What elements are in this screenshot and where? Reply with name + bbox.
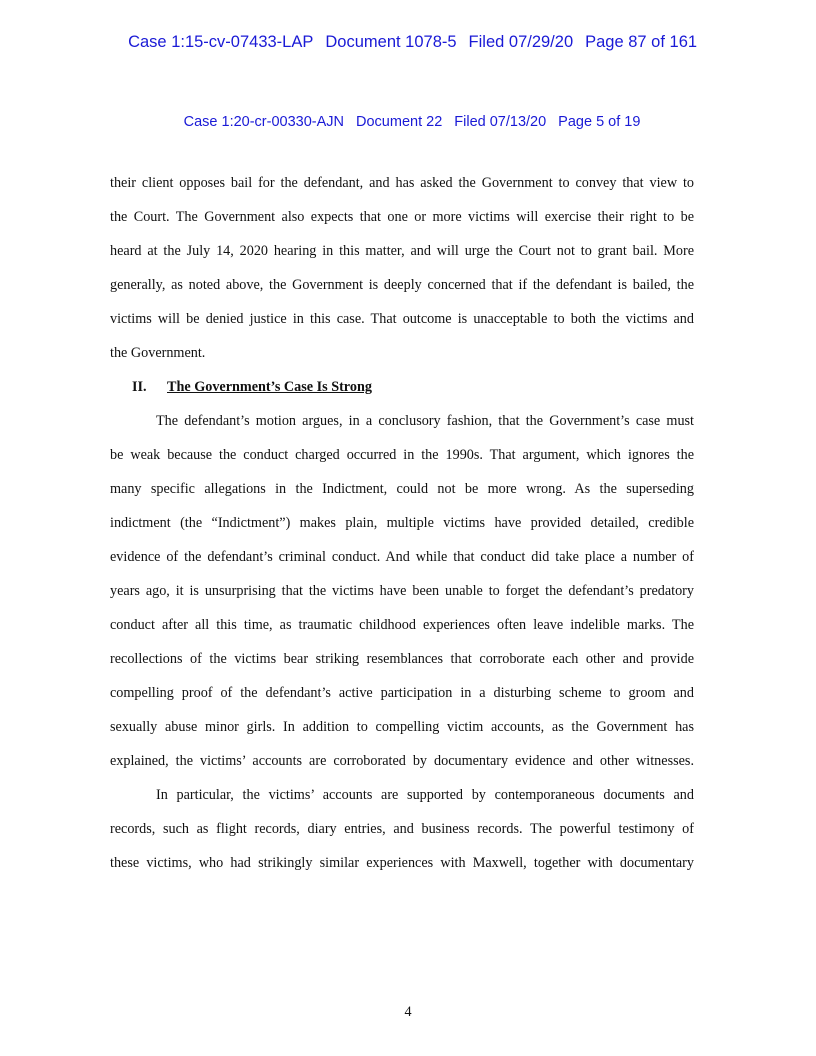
text-line: these victims, who had strikingly similar experiences with Maxwell, together with documentary — [110, 855, 694, 871]
text-line: records, such as flight records, diary entries, and business records. The powerful testimony of — [110, 821, 694, 837]
ecf-header-outer — [0, 14, 816, 52]
page-number: 4 — [404, 1004, 412, 1020]
text-line: generally, as noted above, the Government is deeply concerned that if the defendant is bailed, the — [110, 277, 694, 293]
text-line: The defendant’s motion argues, in a conclusory fashion, that the Government’s case must — [156, 413, 694, 429]
case-number: Case 1:20-cr-00330-AJN — [183, 114, 345, 130]
text-line: recollections of the victims bear striking resemblances that corroborate each other and provide — [110, 651, 694, 667]
text-line: years ago, it is unsurprising that the victims have been unable to forget the defendant’s predatory — [110, 583, 694, 599]
document-number: Document 22 — [356, 114, 443, 130]
page-count: Page 87 of 161 — [585, 33, 698, 51]
text-line: the Court. The Government also expects that one or more victims will exercise their right to be — [110, 209, 694, 225]
ecf-header-inner — [0, 98, 816, 130]
text-line: the Government. — [110, 345, 206, 361]
text-line: many specific allegations in the Indictment, could not be more wrong. As the superseding — [110, 481, 694, 497]
text-line: evidence of the defendant’s criminal conduct. And while that conduct did take place a number of — [110, 549, 694, 565]
text-line: explained, the victims’ accounts are corroborated by documentary evidence and other witnesses. — [110, 753, 694, 769]
text-line: In particular, the victims’ accounts are supported by contemporaneous documents and — [156, 787, 694, 803]
text-line: victims will be denied justice in this case. That outcome is unacceptable to both the victims and — [110, 311, 694, 327]
section-title: The Government’s Case Is Strong — [167, 379, 372, 395]
document-number: Document 1078-5 — [325, 33, 457, 51]
text-line: indictment (the “Indictment”) makes plain, multiple victims have provided detailed, credible — [110, 515, 694, 531]
text-line: conduct after all this time, as traumatic childhood experiences often leave indelible marks. The — [110, 617, 694, 633]
filed-date: Filed 07/13/20 — [454, 114, 547, 130]
text-line: be weak because the conduct charged occurred in the 1990s. That argument, which ignores the — [110, 447, 694, 463]
page-count: Page 5 of 19 — [558, 114, 641, 130]
section-heading — [110, 377, 694, 397]
text-line: sexually abuse minor girls. In addition to compelling victim accounts, as the Government has — [110, 719, 694, 735]
text-line: compelling proof of the defendant’s active participation in a disturbing scheme to groom and — [110, 685, 694, 701]
section-number: II. — [132, 379, 147, 395]
filed-date: Filed 07/29/20 — [468, 33, 574, 51]
text-line: heard at the July 14, 2020 hearing in this matter, and will urge the Court not to grant bail. More — [110, 243, 694, 259]
case-number: Case 1:15-cv-07433-LAP — [128, 33, 314, 51]
text-line: their client opposes bail for the defendant, and has asked the Government to convey that view to — [110, 175, 694, 191]
